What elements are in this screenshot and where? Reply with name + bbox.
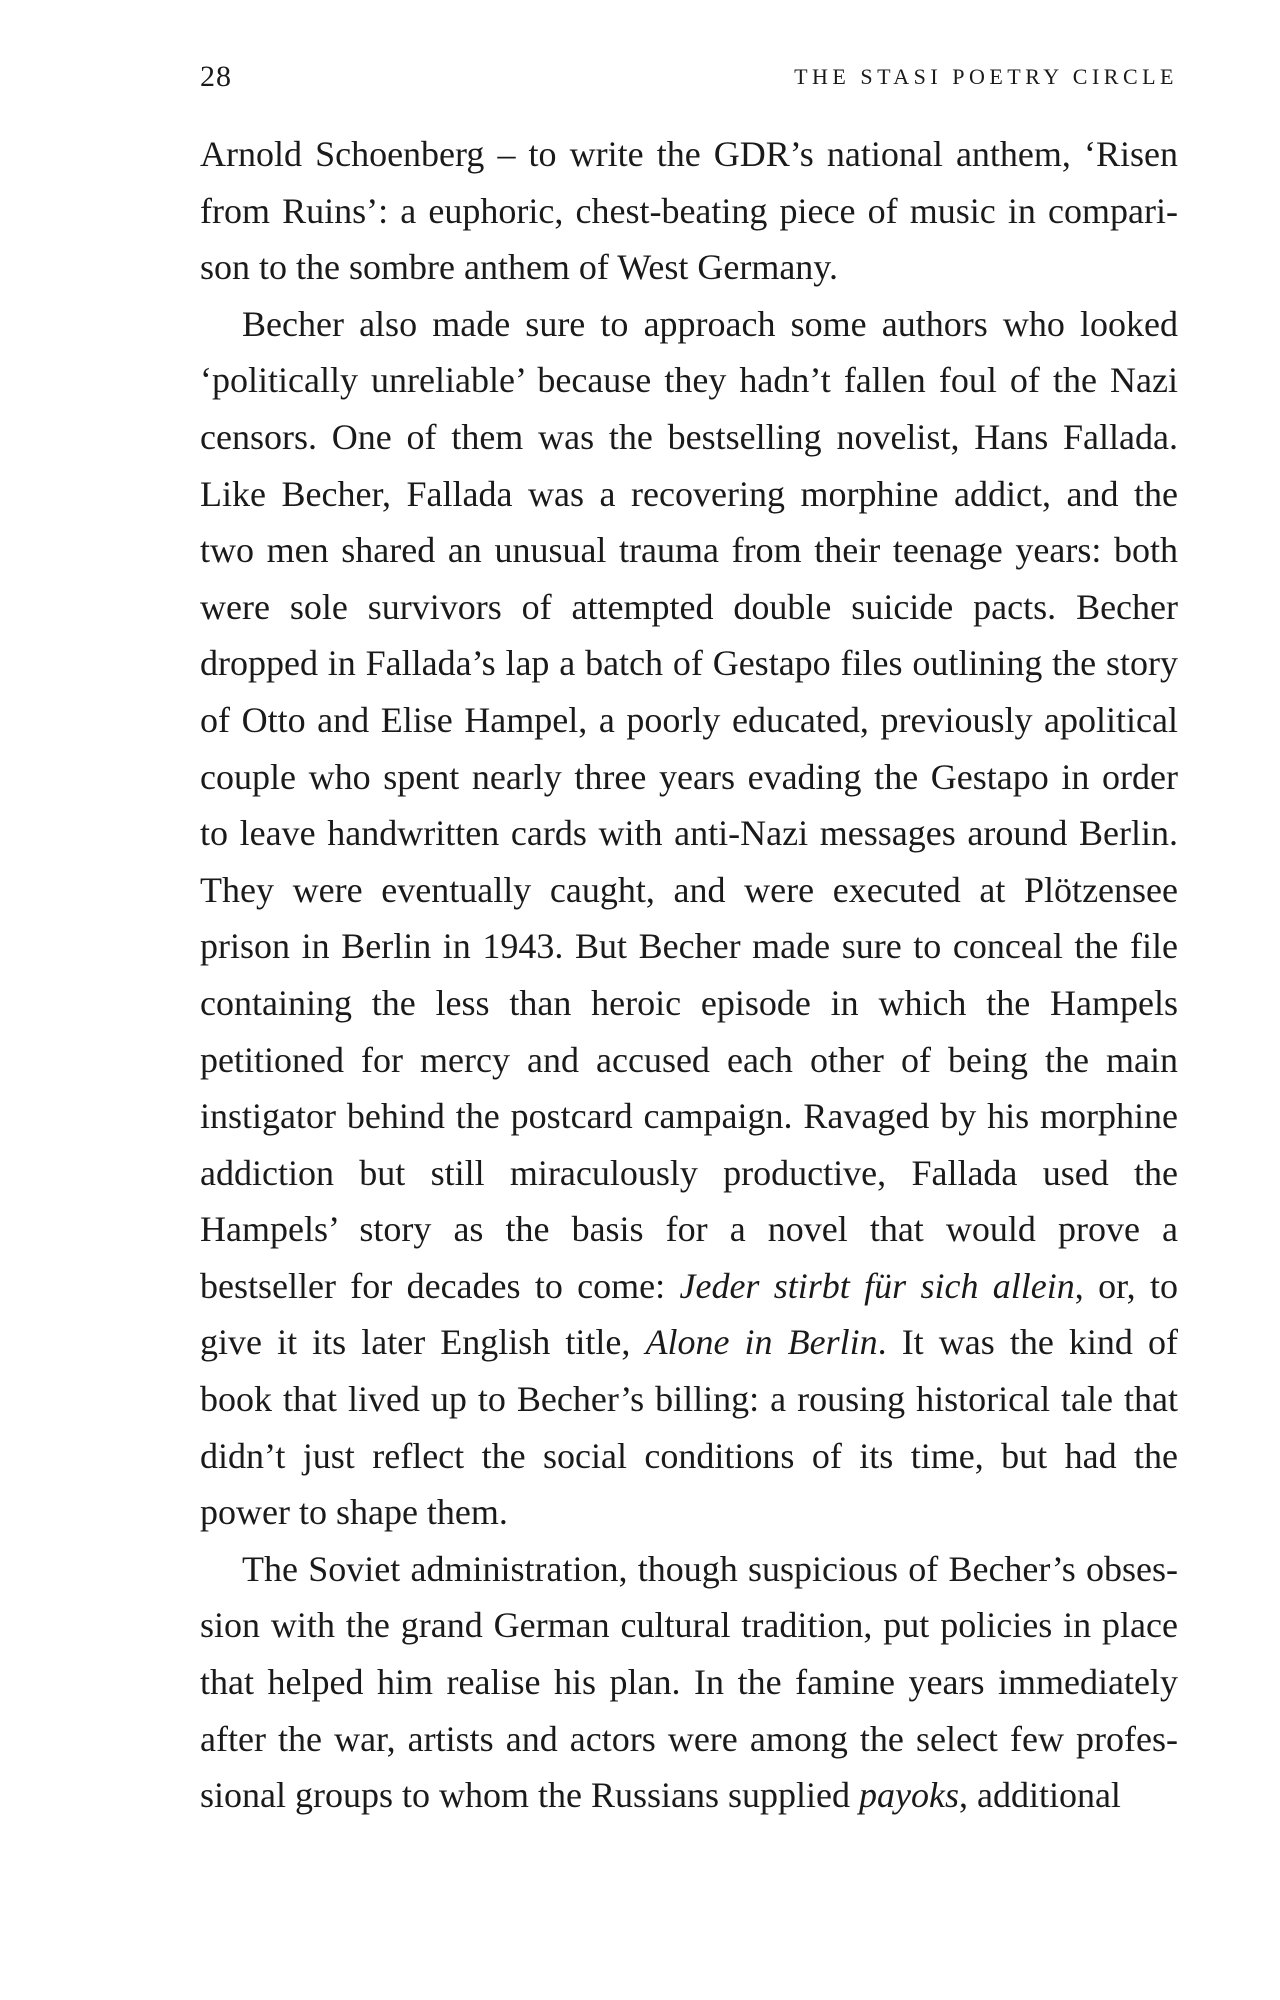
italic-term-payoks: payoks [859,1775,959,1816]
page-number: 28 [200,60,232,93]
paragraph-2 [200,296,1178,1541]
book-title-german: Jeder stirbt für sich allein [679,1265,1075,1306]
book-title-english: Alone in Berlin [645,1322,878,1363]
text-segment: Becher also made sure to approach some authors who looked ‘politically unreliable’ because they hadn’t fallen foul of the Nazi censors. One of them was the bestselling novelist, Hans Fallada. Like Becher, Fallada was a recovering morphine addict, and the two men shared an unusual trauma from their teenage years: both were sole survivors of attempted double suicide pacts. Becher dropped in Fallada’s lap a batch of Gestapo files outlining the story of Otto and Elise Hampel, a poorly educated, previously apolitical couple who spent nearly three years evading the Gestapo in order to leave handwritten cards with anti-Nazi messages around Berlin. They were eventually caught, and were executed at Plötzensee prison in Berlin in 1943. But Becher made sure to conceal the file containing the less than heroic episode in which the Hampels petitioned for mercy and accused each other of being the main instigator behind the postcard campaign. Ravaged by his morphine addiction but still miraculously productive, Fallada used the Hampels’ story as the basis for a novel that would prove a bestseller for decades to come: [200,303,1178,1306]
text-segment: . It was the kind of book that lived up to Becher’s billing: a rousing historical tale that didn’t just reflect the social conditions of its time, but had the power to shape them. [200,1322,1178,1533]
text-segment: , or, to give it its later English title, [200,1265,1178,1363]
text-segment: , additional [958,1775,1121,1816]
paragraph-3 [200,1541,1178,1824]
running-title: THE STASI POETRY CIRCLE [794,64,1178,89]
text-segment: The Soviet administration, though suspicious of Becher’s obsession with the grand German cultural tradition, put policies in place that helped him realise his plan. In the famine years immediately after the war, artists and actors were among the select few professional groups to whom the Russians supplied [200,1548,1178,1816]
body-text [200,126,1178,1824]
running-head [200,60,1178,100]
paragraph-1 [200,126,1178,296]
text-segment: Arnold Schoenberg – to write the GDR’s national anthem, ‘Risen from Ruins’: a euphoric, chest-beating piece of music in comparison to the sombre anthem of West Germany. [200,134,1178,288]
